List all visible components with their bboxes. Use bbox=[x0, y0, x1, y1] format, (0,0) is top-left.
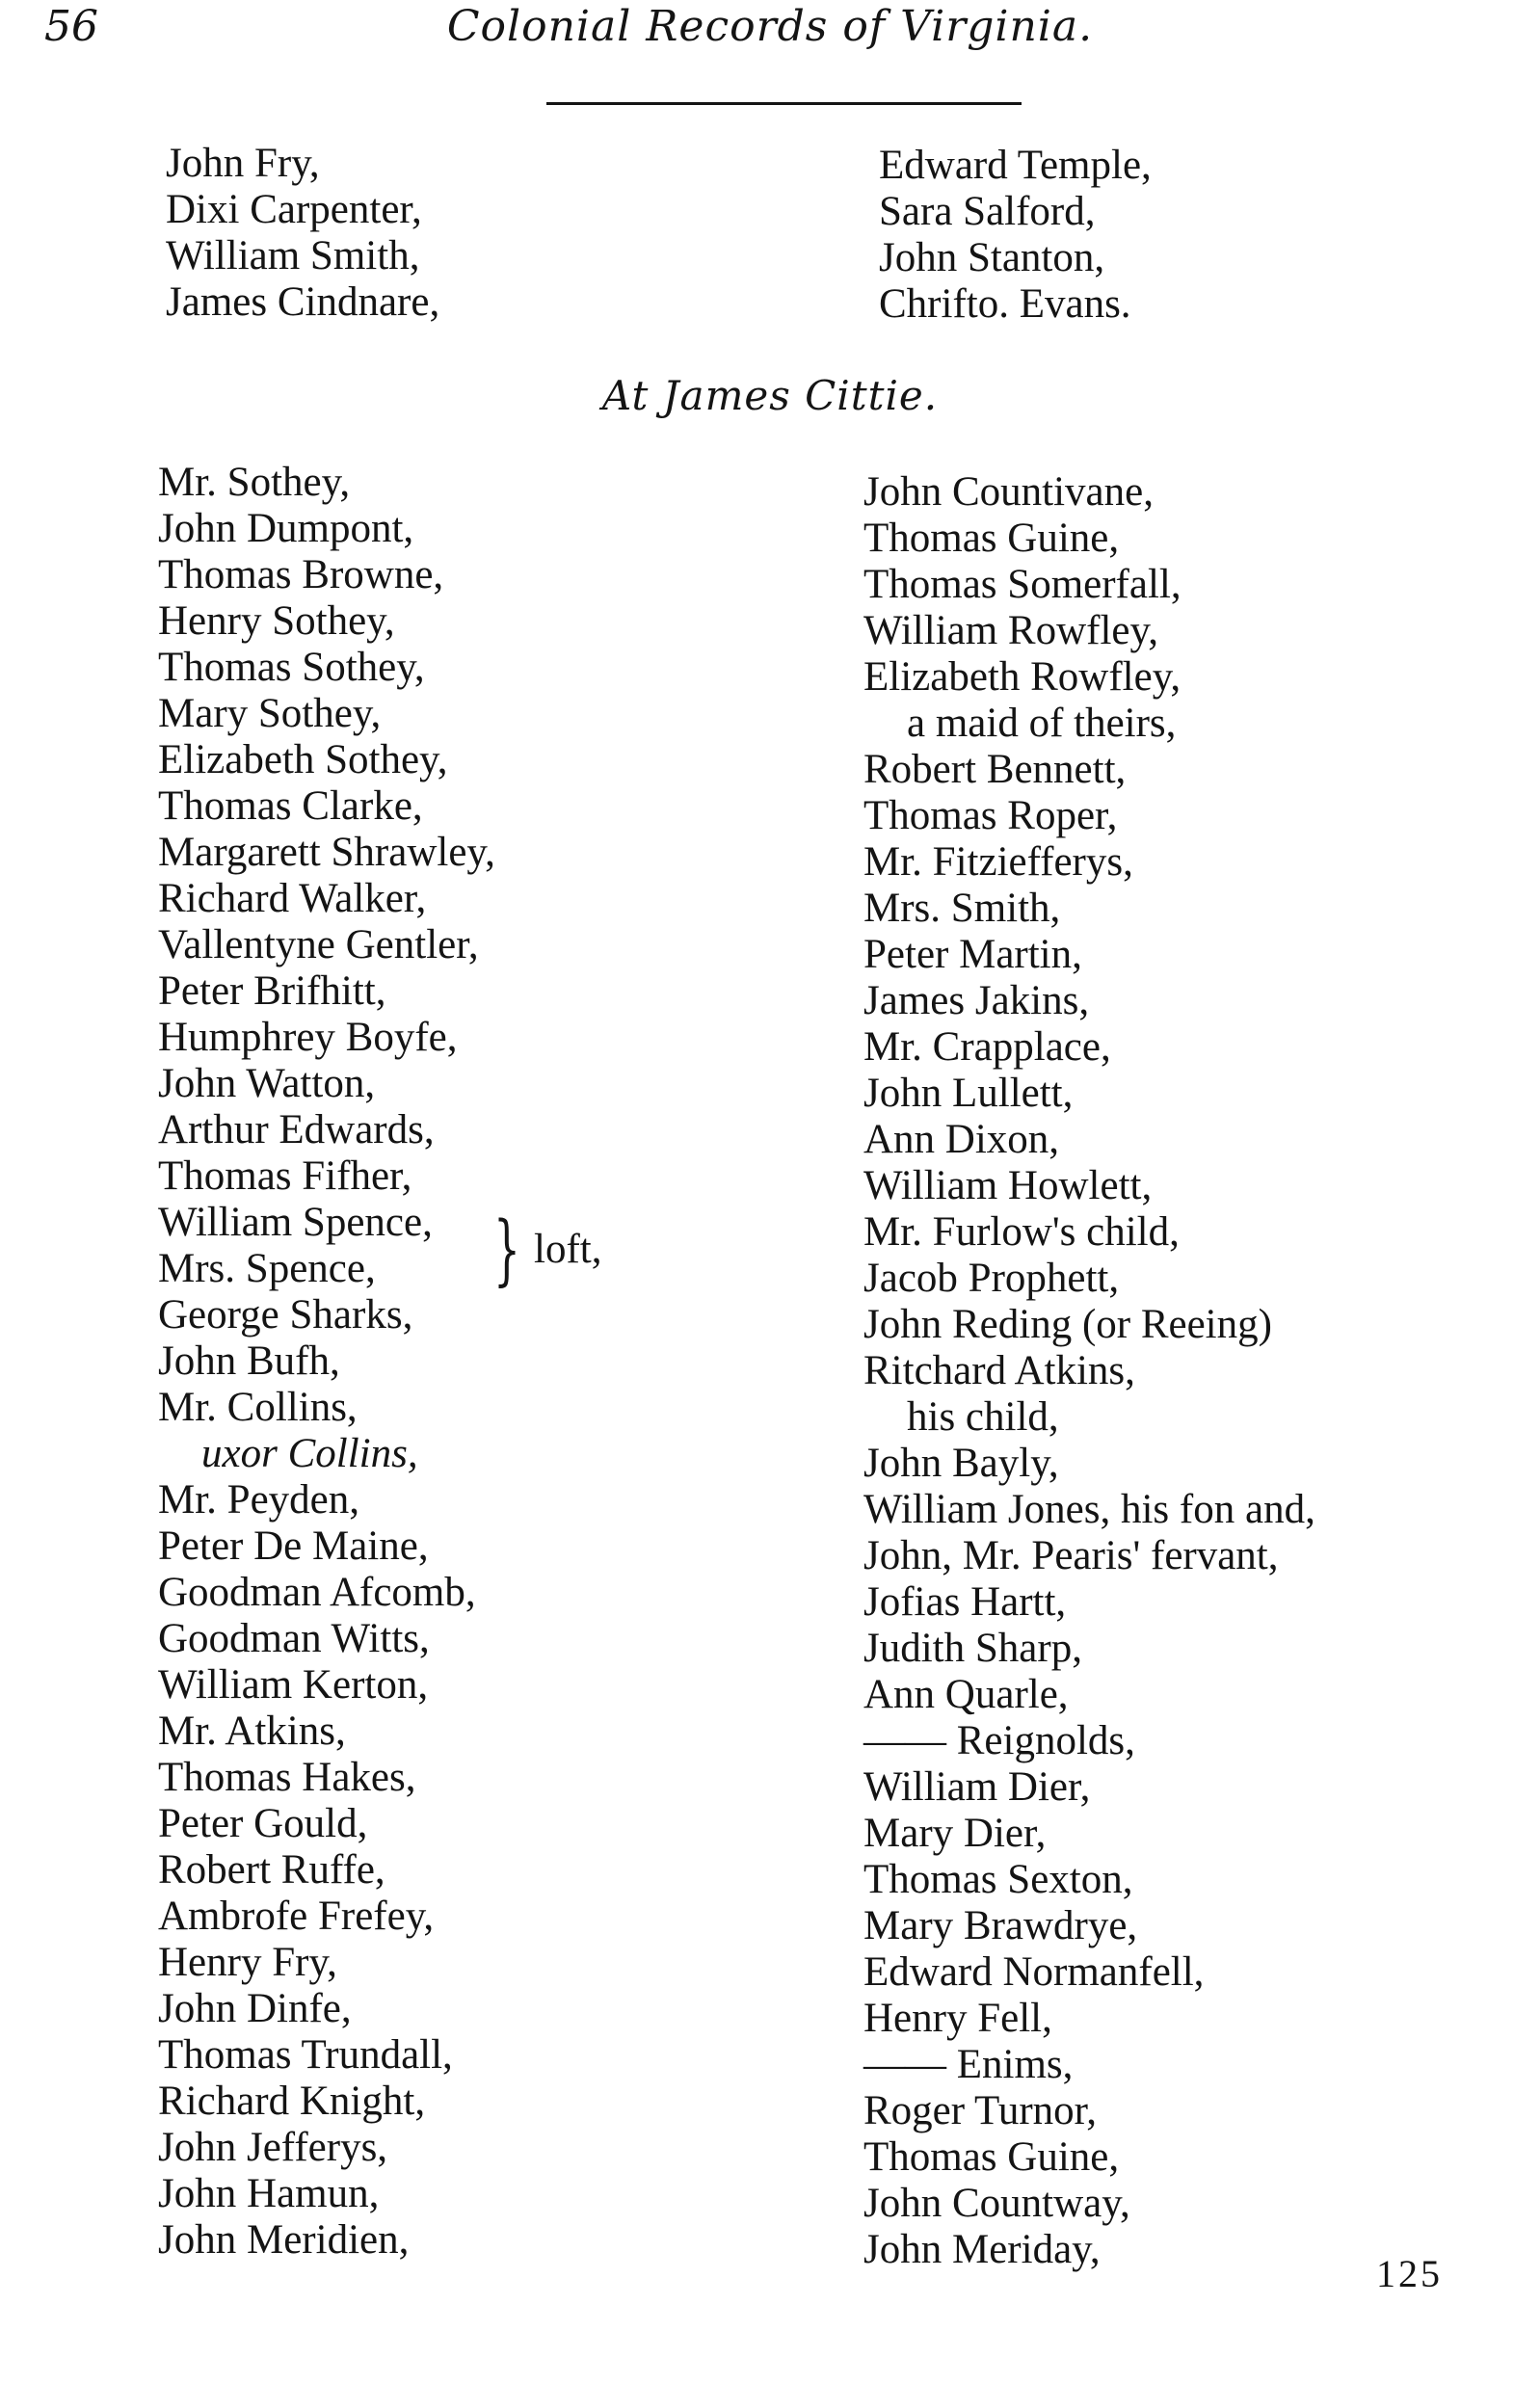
list-item: John Hamun, bbox=[158, 2171, 380, 2216]
list-item: Vallentyne Gentler, bbox=[158, 922, 479, 967]
list-item: Arthur Edwards, bbox=[158, 1107, 435, 1152]
list-item: Elizabeth Rowfley, bbox=[863, 654, 1182, 700]
list-item: Goodman Witts, bbox=[158, 1616, 430, 1661]
list-item: Jofias Hartt, bbox=[863, 1579, 1067, 1625]
list-item: Richard Walker, bbox=[158, 876, 427, 921]
list-item: William Howlett, bbox=[863, 1163, 1153, 1208]
list-item: Thomas Guine, bbox=[863, 2134, 1120, 2180]
list-item: Edward Temple, bbox=[879, 143, 1152, 188]
list-item: John Bufh, bbox=[158, 1338, 340, 1384]
list-item: Robert Ruffe, bbox=[158, 1847, 385, 1893]
list-item: Mary Dier, bbox=[863, 1811, 1047, 1856]
right-name-column bbox=[863, 469, 1500, 2273]
list-item: Mrs. Smith, bbox=[863, 886, 1061, 931]
section-title: At James Cittie. bbox=[601, 372, 939, 419]
list-item: Thomas Somerfall, bbox=[863, 562, 1182, 607]
list-item: Goodman Afcomb, bbox=[158, 1570, 476, 1615]
list-item: Chrifto. Evans. bbox=[879, 281, 1131, 327]
list-item: Dixi Carpenter, bbox=[166, 187, 422, 232]
list-item: Mrs. Spence, bbox=[158, 1246, 376, 1291]
list-item: Thomas Roper, bbox=[863, 793, 1118, 838]
list-item: Thomas Clarke, bbox=[158, 783, 423, 829]
list-item: Robert Bennett, bbox=[863, 747, 1127, 792]
list-item: Margarett Shrawley, bbox=[158, 830, 495, 875]
list-item: —— Reignolds, bbox=[863, 1718, 1135, 1763]
list-item: John Dumpont, bbox=[158, 506, 414, 551]
list-item: John Dinfe, bbox=[158, 1986, 352, 2031]
list-item: —— Enims, bbox=[863, 2042, 1074, 2087]
list-item: Ann Quarle, bbox=[863, 1672, 1069, 1717]
list-item: Peter Gould, bbox=[158, 1801, 368, 1846]
signature-mark: 125 bbox=[1376, 2252, 1443, 2295]
list-item: Jacob Prophett, bbox=[863, 1256, 1120, 1301]
list-item: a maid of theirs, bbox=[907, 701, 1177, 746]
top-list-right bbox=[879, 143, 1496, 328]
list-item: Henry Fell, bbox=[863, 1996, 1052, 2041]
list-item: Ritchard Atkins, bbox=[863, 1348, 1135, 1393]
head-rule bbox=[546, 102, 1022, 105]
list-item: Sara Salford, bbox=[879, 189, 1096, 234]
list-item: James Cindnare, bbox=[166, 279, 440, 325]
list-item: Mary Sothey, bbox=[158, 691, 382, 736]
list-item: Thomas Sothey, bbox=[158, 645, 425, 690]
page-number: 56 bbox=[44, 2, 98, 51]
list-item: William Smith, bbox=[166, 233, 420, 278]
list-item: John Reding (or Reeing) bbox=[863, 1302, 1272, 1347]
list-item: Peter De Maine, bbox=[158, 1523, 429, 1569]
list-item: John Jefferys, bbox=[158, 2125, 388, 2170]
list-item: Mr. Crapplace, bbox=[863, 1024, 1111, 1070]
list-item: James Jakins, bbox=[863, 978, 1090, 1023]
brace-note: loft, bbox=[534, 1227, 602, 1272]
top-list-left bbox=[166, 141, 783, 326]
list-item: Peter Brifhitt, bbox=[158, 968, 386, 1014]
list-item: Roger Turnor, bbox=[863, 2088, 1097, 2133]
list-item: Mr. Collins, bbox=[158, 1385, 358, 1430]
list-item: William Dier, bbox=[863, 1764, 1091, 1810]
list-item: John Meridien, bbox=[158, 2217, 410, 2263]
list-item: John Watton, bbox=[158, 1061, 376, 1106]
list-item: Humphrey Boyfe, bbox=[158, 1015, 458, 1060]
list-item: Ambrofe Frefey, bbox=[158, 1894, 435, 1939]
list-item: Thomas Browne, bbox=[158, 552, 444, 597]
list-item: Henry Sothey, bbox=[158, 598, 395, 644]
list-item: Edward Normanfell, bbox=[863, 1949, 1205, 1995]
list-item: John, Mr. Pearis' fervant, bbox=[863, 1533, 1279, 1578]
list-item: John Countway, bbox=[863, 2181, 1130, 2226]
spence-brace-group bbox=[493, 1204, 686, 1296]
list-item: Mr. Fitziefferys, bbox=[863, 839, 1133, 885]
list-item: John Meriday, bbox=[863, 2227, 1101, 2272]
list-item: his child, bbox=[907, 1394, 1059, 1440]
list-item: Elizabeth Sothey, bbox=[158, 737, 448, 782]
list-item: John Fry, bbox=[166, 141, 320, 186]
list-item: John Bayly, bbox=[863, 1441, 1059, 1486]
running-head: Colonial Records of Virginia. bbox=[446, 2, 1094, 51]
list-item: Thomas Hakes, bbox=[158, 1755, 416, 1800]
list-item: William Spence, bbox=[158, 1200, 433, 1245]
list-item: Thomas Guine, bbox=[863, 516, 1120, 561]
left-name-column bbox=[158, 460, 775, 2264]
list-item: Mr. Atkins, bbox=[158, 1709, 346, 1754]
list-item: Thomas Fifher, bbox=[158, 1153, 412, 1199]
list-item: Mr. Sothey, bbox=[158, 460, 351, 505]
list-item: John Stanton, bbox=[879, 235, 1105, 280]
list-item: uxor Collins, bbox=[201, 1431, 418, 1476]
list-item: Henry Fry, bbox=[158, 1940, 337, 1985]
list-item: Thomas Trundall, bbox=[158, 2032, 453, 2078]
list-item: Judith Sharp, bbox=[863, 1626, 1082, 1671]
list-item: William Kerton, bbox=[158, 1662, 429, 1708]
list-item: Thomas Sexton, bbox=[863, 1857, 1133, 1902]
brace-glyph: } bbox=[493, 1205, 520, 1294]
list-item: Richard Knight, bbox=[158, 2079, 426, 2124]
list-item: Mr. Peyden, bbox=[158, 1477, 360, 1523]
list-item: George Sharks, bbox=[158, 1292, 413, 1338]
list-item: Mr. Furlow's child, bbox=[863, 1209, 1180, 1255]
list-item: John Countivane, bbox=[863, 469, 1154, 515]
list-item: William Rowfley, bbox=[863, 608, 1158, 653]
list-item: Ann Dixon, bbox=[863, 1117, 1060, 1162]
list-item: Peter Martin, bbox=[863, 932, 1082, 977]
list-item: John Lullett, bbox=[863, 1071, 1074, 1116]
list-item: William Jones, his fon and, bbox=[863, 1487, 1315, 1532]
list-item: Mary Brawdrye, bbox=[863, 1903, 1138, 1948]
